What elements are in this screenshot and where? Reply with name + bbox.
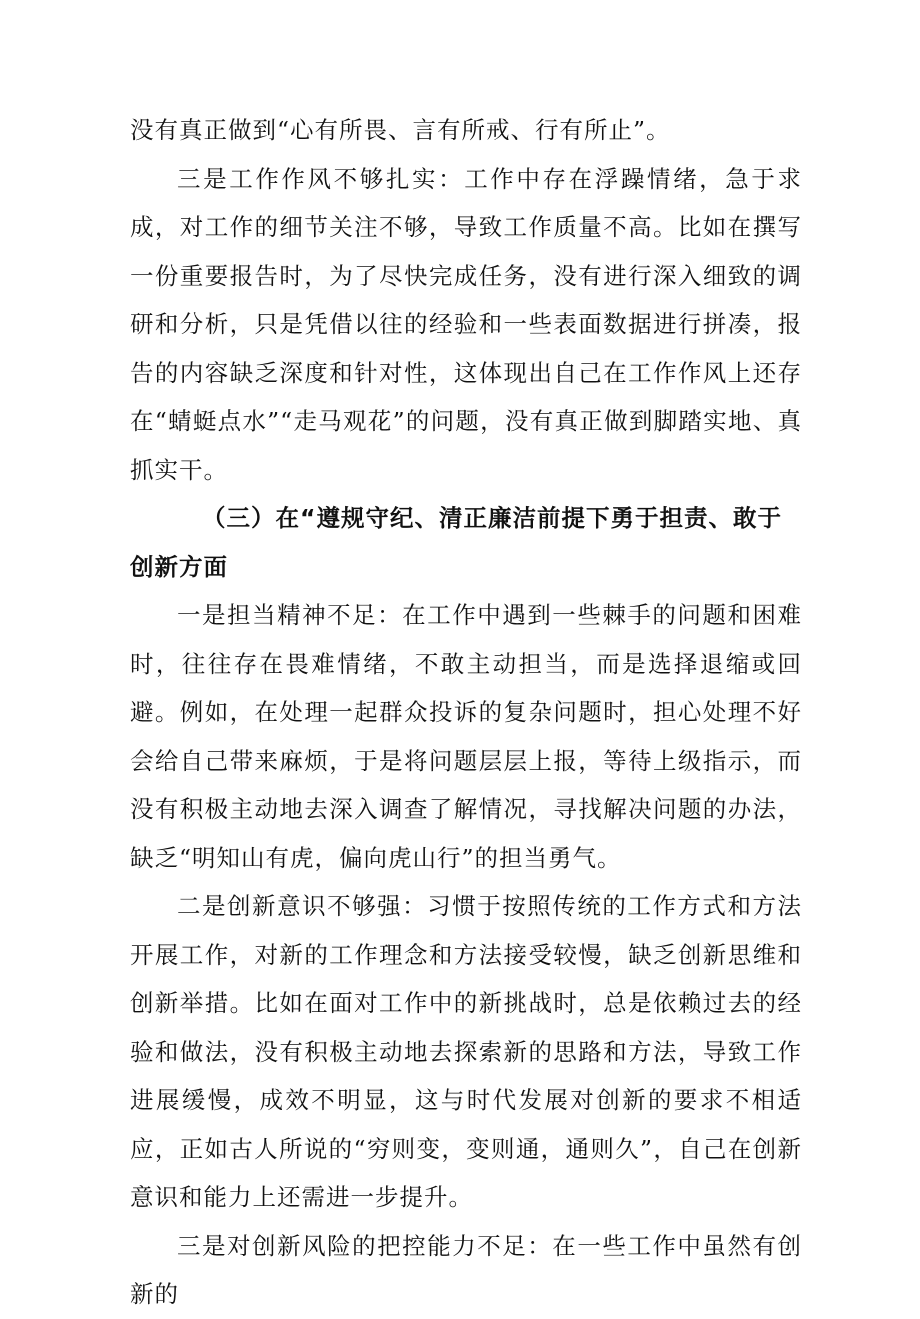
paragraph-continuation: 没有真正做到“心有所畏、言有所戒、行有所止”。 (130, 116, 671, 144)
paragraph-risk-control: 三是对创新风险的把控能力不足：在一些工作中虽然有创新的 (130, 1231, 802, 1308)
paragraph-work-style: 三是工作作风不够扎实：工作中存在浮躁情绪，急于求成，对工作的细节关注不够，导致工作质量不高。比如在撰写一份重要报告时，为了尽快完成任务，没有进行深入细致的调研和分析，只是凭借以往的经验和一些表面数据进行拼凑，报告的内容缺乏深度和针对性，这体现出自己在工作作风上还存在“蜻蜓点水”“走马观花”的问题，没有真正做到脚踏实地、真抓实干。 (130, 164, 802, 484)
section-heading: （三）在“遵规守纪、清正廉洁前提下勇于担责、敢于创新方面 (130, 504, 782, 581)
document-body (130, 106, 802, 1319)
paragraph-responsibility: 一是担当精神不足：在工作中遇到一些棘手的问题和困难时，往往存在畏难情绪，不敢主动担当，而是选择退缩或回避。例如，在处理一起群众投诉的复杂问题时，担心处理不好会给自己带来麻烦，于是将问题层层上报，等待上级指示，而没有积极主动地去深入调查了解情况，寻找解决问题的办法，缺乏“明知山有虎，偏向虎山行”的担当勇气。 (130, 601, 802, 872)
paragraph-innovation: 二是创新意识不够强：习惯于按照传统的工作方式和方法开展工作，对新的工作理念和方法接受较慢，缺乏创新思维和创新举措。比如在面对工作中的新挑战时，总是依赖过去的经验和做法，没有积极主动地去探索新的思路和方法，导致工作进展缓慢，成效不明显，这与时代发展对创新的要求不相适应，正如古人所说的“穷则变，变则通，通则久”，自己在创新意识和能力上还需进一步提升。 (130, 892, 802, 1211)
